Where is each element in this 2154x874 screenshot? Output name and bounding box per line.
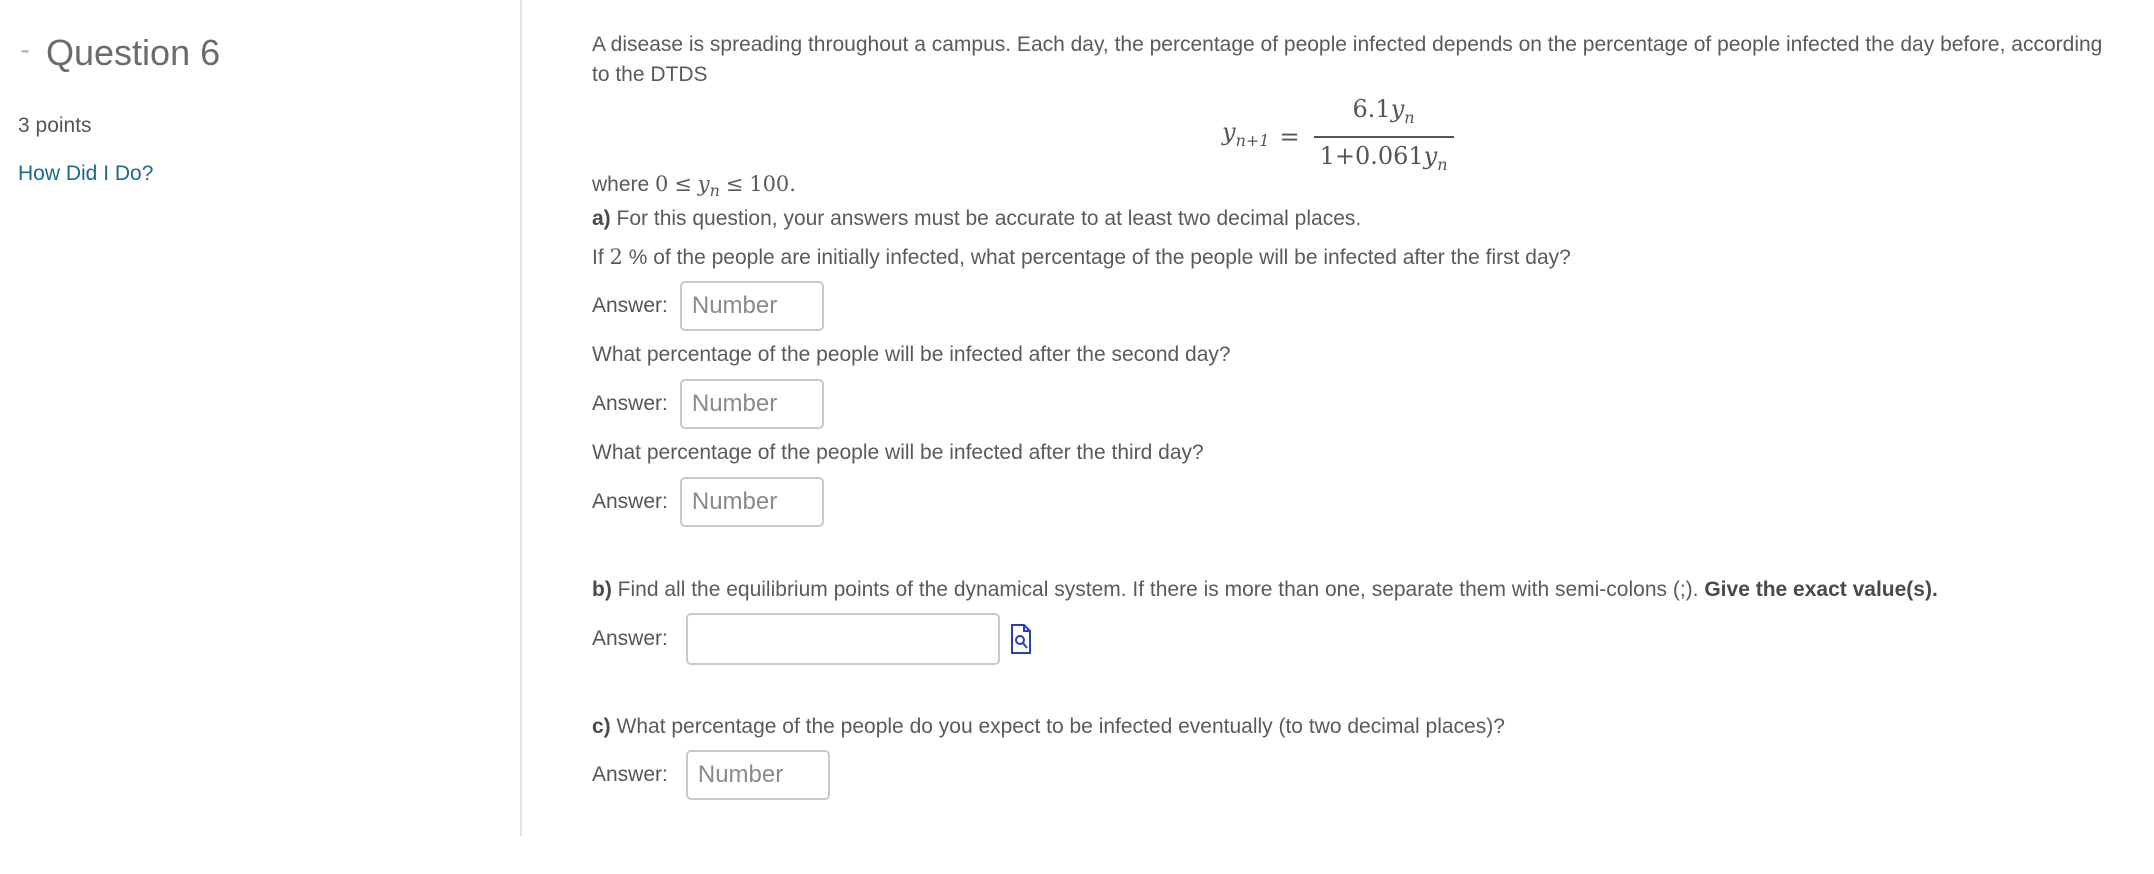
sidebar-divider [520, 0, 522, 836]
question-header [20, 30, 220, 76]
part-a-label: a) [592, 207, 611, 230]
formula-numerator: $6.1y_n$ [1352, 95, 1415, 127]
answer-a3-input[interactable] [680, 477, 824, 527]
answer-row-a2 [592, 379, 824, 429]
formula-fraction [1314, 94, 1454, 180]
formula-equals: = [1279, 122, 1300, 151]
answer-label: Answer: [592, 490, 668, 513]
formula-denominator: $1+0.061y_n$ [1319, 141, 1448, 174]
part-b-question: b) Find all the equilibrium points of the dynamical system. If there is more than one, separate them with semi-colons (;). Give the exact value(s). [592, 578, 1938, 601]
part-a-instruction: a) For this question, your answers must be accurate to at least two decimal places. [592, 207, 1362, 230]
part-a-question-1: If 2 % of the people are initially infected, what percentage of the people will be infected after the first day? [592, 245, 1571, 269]
answer-a1-input[interactable] [680, 281, 824, 331]
answer-label: Answer: [592, 392, 668, 415]
collapse-toggle[interactable]: - [20, 33, 30, 66]
answer-row-b [592, 613, 1032, 665]
preview-document-icon[interactable] [1010, 624, 1032, 654]
answer-row-a3 [592, 477, 824, 527]
answer-label: Answer: [592, 294, 668, 317]
dtds-formula [1222, 94, 1454, 180]
question-body [592, 30, 2122, 786]
domain-statement: where $0 \le y_n \le 100$. [592, 172, 796, 201]
formula-lhs: $y_{n+1}$ [1222, 118, 1270, 151]
part-b-bold-text: Give the exact value(s). [1704, 578, 1938, 601]
part-a-question-3: What percentage of the people will be infected after the third day? [592, 441, 1204, 464]
answer-a2-input[interactable] [680, 379, 824, 429]
answer-c-input[interactable] [686, 750, 830, 800]
part-b-label: b) [592, 578, 612, 601]
how-did-i-do-link[interactable]: How Did I Do? [18, 162, 154, 185]
question-intro: A disease is spreading throughout a campus. Each day, the percentage of people infected depends on the percentage of people infected the day before, according to the DTDS [592, 33, 2103, 86]
question-title: Question 6 [46, 32, 221, 73]
answer-label: Answer: [592, 627, 668, 650]
part-c-question: c) What percentage of the people do you expect to be infected eventually (to two decimal places)? [592, 715, 1505, 738]
question-sidebar [0, 0, 520, 836]
answer-row-c [592, 750, 830, 800]
part-c-label: c) [592, 715, 611, 738]
answer-row-a1 [592, 281, 824, 331]
answer-label: Answer: [592, 763, 668, 786]
points-label: 3 points [18, 114, 92, 137]
part-a-question-2: What percentage of the people will be infected after the second day? [592, 343, 1231, 366]
initial-percentage: 2 [609, 245, 623, 269]
answer-b-input[interactable] [686, 613, 1000, 665]
